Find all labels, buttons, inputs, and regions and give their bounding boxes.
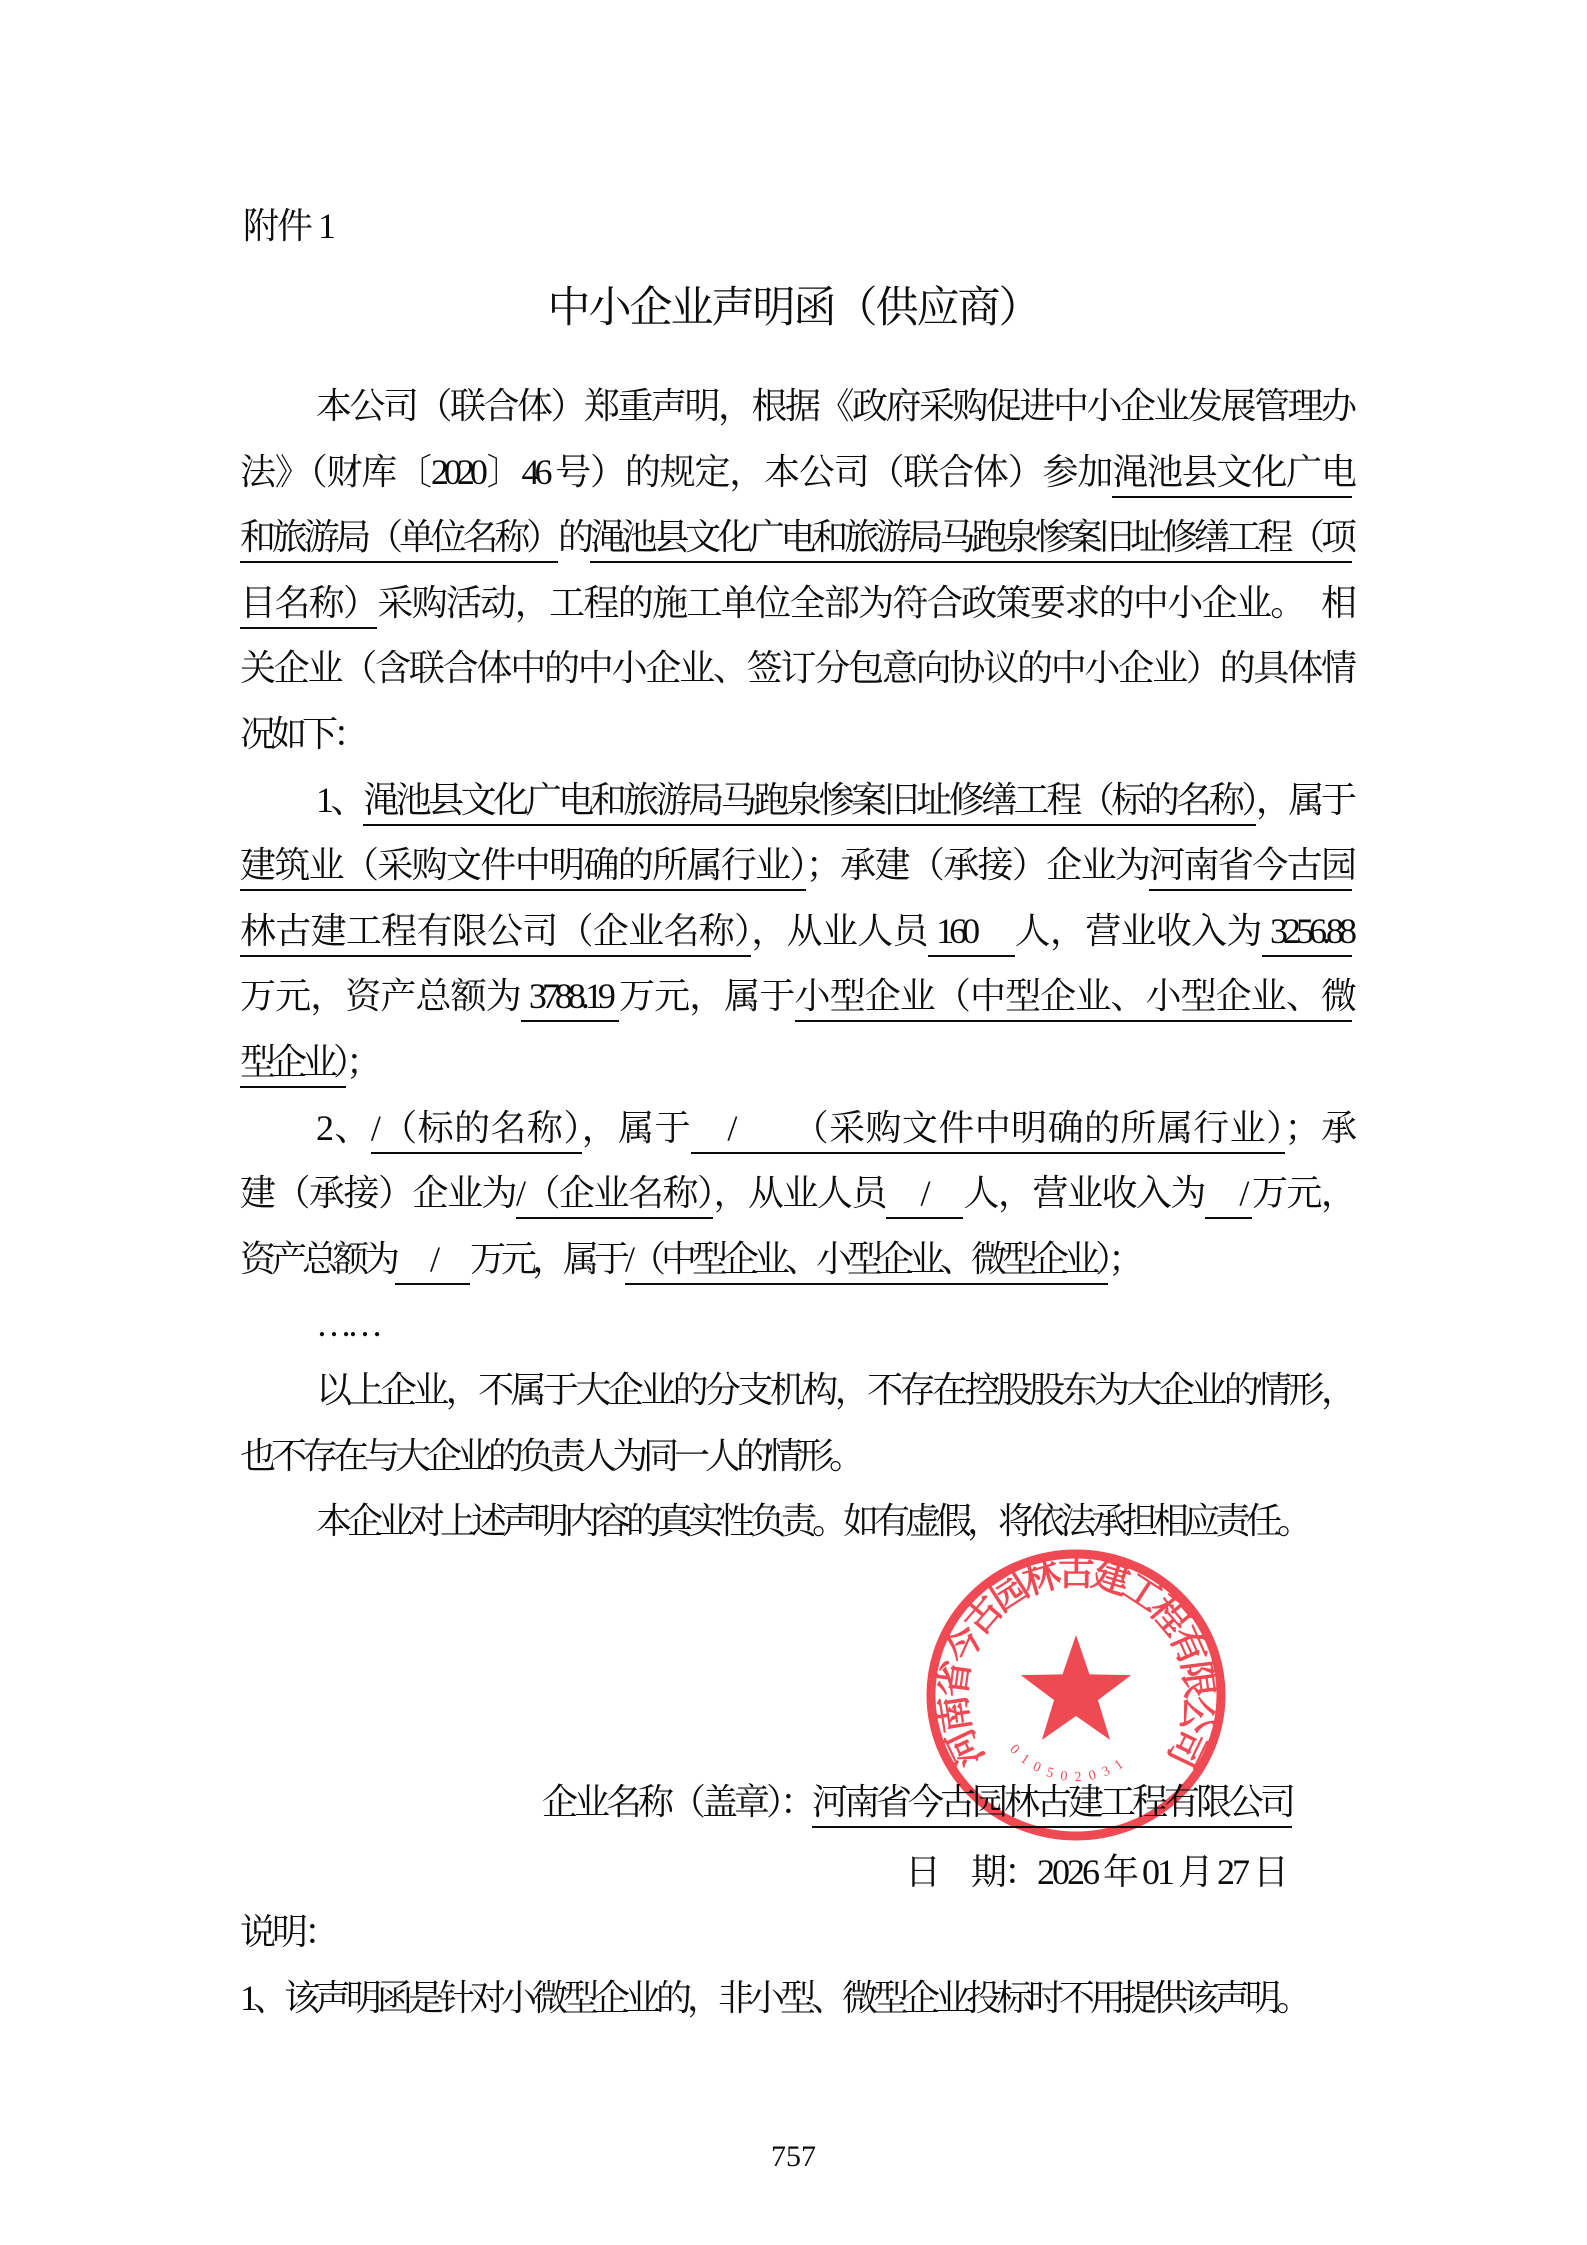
date-line: 日 期：2026 年 01 月 27 日 xyxy=(905,1852,1287,1892)
body-line xyxy=(240,708,1352,760)
text-segment: 关企业（含联合体中的中小企业、签订分包意向协议的中小企业）的具体情 xyxy=(240,648,1352,689)
underlined-text-segment: / xyxy=(395,1239,470,1285)
text-segment: 采购活动，工程的施工单位全部为符合政策要求的中小企业。 相 xyxy=(377,582,1352,623)
body-line xyxy=(240,1298,1352,1350)
text-segment: …… xyxy=(316,1304,378,1345)
stamp-serial-digits: 010502031 xyxy=(1006,1742,1133,1786)
underlined-text-segment: 和旅游局（单位名称） xyxy=(240,517,558,563)
body-line xyxy=(240,905,1352,957)
underlined-text-segment: /（标的名称） xyxy=(371,1108,582,1154)
text-segment: 人，营业收入为 xyxy=(963,1173,1205,1214)
text-segment: ，属于 xyxy=(1255,779,1352,820)
text-segment: 以上企业，不属于大企业的分支机构，不存在控股股东为大企业的情形， xyxy=(316,1370,1352,1410)
text-segment: 况如下： xyxy=(240,714,365,754)
underlined-text-segment: 目名称） xyxy=(240,583,377,629)
text-segment: 的 xyxy=(557,517,590,558)
text-segment: 万元，属于 xyxy=(470,1238,626,1279)
text-segment: 法》（财库〔2020〕46 号）的规定，本公司（联合体）参加 xyxy=(240,451,1113,492)
underlined-text-segment: 3256.88 xyxy=(1262,911,1352,957)
underlined-text-segment: （采购文件中明确的所属行业） xyxy=(811,1108,1285,1154)
text-segment: 也不存在与大企业的负责人为同一人的情形。 xyxy=(240,1435,861,1476)
text-segment: 资产总额为 xyxy=(240,1238,396,1279)
body-line xyxy=(240,446,1352,498)
text-segment: 万元，资产总额为 xyxy=(240,976,521,1017)
underlined-text-segment: / xyxy=(1205,1173,1252,1219)
underlined-text-segment: 渑池县文化广电和旅游局马跑泉惨案旧址修缮工程（项 xyxy=(590,517,1352,563)
body-line xyxy=(240,511,1352,563)
text-segment: ；承建（承接）企业为 xyxy=(805,845,1150,886)
underlined-text-segment: 3788.19 xyxy=(521,976,619,1022)
body-line xyxy=(240,1430,1352,1482)
stamp-star-icon xyxy=(1021,1635,1131,1740)
note-item: 1、该声明函是针对小微型企业的，非小型、微型企业投标时不用提供该声明。 xyxy=(240,1978,1308,2018)
text-segment: 人，营业收入为 xyxy=(1014,910,1262,951)
underlined-text-segment: 型企业） xyxy=(240,1042,346,1088)
body-line xyxy=(240,1233,1352,1285)
text-segment: 万元， xyxy=(1251,1173,1352,1214)
text-segment: ，属于 xyxy=(581,1107,692,1148)
text-segment: ； xyxy=(346,1042,378,1082)
body-line xyxy=(240,839,1352,891)
text-segment: ，从业人员 xyxy=(713,1173,886,1214)
body-line xyxy=(240,1364,1352,1416)
underlined-text-segment: / xyxy=(886,1173,964,1219)
text-segment: ，从业人员 xyxy=(751,910,928,951)
text-segment: 本公司（联合体）郑重声明，根据《政府采购促进中小企业发展管理办 xyxy=(316,386,1352,426)
body-line xyxy=(240,577,1352,629)
text-segment: 建（承接）企业为 xyxy=(240,1173,516,1214)
underlined-text-segment: 小型企业（中型企业、小型企业、微 xyxy=(795,976,1352,1022)
text-segment: ； xyxy=(1108,1238,1140,1279)
signature-company-name: 河南省今古园林古建工程有限公司 xyxy=(812,1782,1292,1828)
underlined-text-segment: /（中型企业、小型企业、微型企业） xyxy=(625,1239,1108,1285)
company-seal-stamp xyxy=(916,1530,1238,1852)
underlined-text-segment: 林古建工程有限公司（企业名称） xyxy=(240,911,751,957)
stamp-ring-text: 河南省今古园林古建工程有限公司 xyxy=(932,1552,1220,1774)
attachment-label: 附件 1 xyxy=(243,206,335,246)
underlined-text-segment: 建筑业（采购文件中明确的所属行业） xyxy=(240,845,806,891)
body-line xyxy=(240,1167,1352,1219)
text-segment: 2、 xyxy=(316,1107,371,1148)
page-number: 757 xyxy=(771,2140,816,2173)
text-segment: 万元，属于 xyxy=(619,976,795,1017)
svg-text:010502031 xyxy=(1006,1742,1133,1785)
text-segment: 本企业对上述声明内容的真实性负责。如有虚假，将依法承担相应责任。 xyxy=(316,1501,1309,1542)
body-line xyxy=(240,970,1352,1022)
underlined-text-segment: 160 xyxy=(928,911,1015,957)
underlined-text-segment: / xyxy=(691,1108,811,1154)
body-line xyxy=(240,1102,1352,1154)
underlined-text-segment: 河南省今古园 xyxy=(1149,845,1352,891)
underlined-text-segment: 渑池县文化广电 xyxy=(1112,452,1352,498)
body-line xyxy=(240,642,1352,694)
body-line xyxy=(240,380,1352,432)
underlined-text-segment: /（企业名称） xyxy=(516,1173,713,1219)
body-line xyxy=(240,774,1352,826)
text-segment: 1、 xyxy=(316,779,364,820)
signature-label: 企业名称（盖章）： xyxy=(542,1782,813,1822)
notes-title: 说明： xyxy=(240,1912,337,1952)
underlined-text-segment: 渑池县文化广电和旅游局马跑泉惨案旧址修缮工程（标的名称） xyxy=(363,780,1256,826)
page-title: 中小企业声明函（供应商） xyxy=(547,285,1040,332)
text-segment: ；承 xyxy=(1284,1107,1352,1148)
body-line xyxy=(240,1036,1352,1088)
